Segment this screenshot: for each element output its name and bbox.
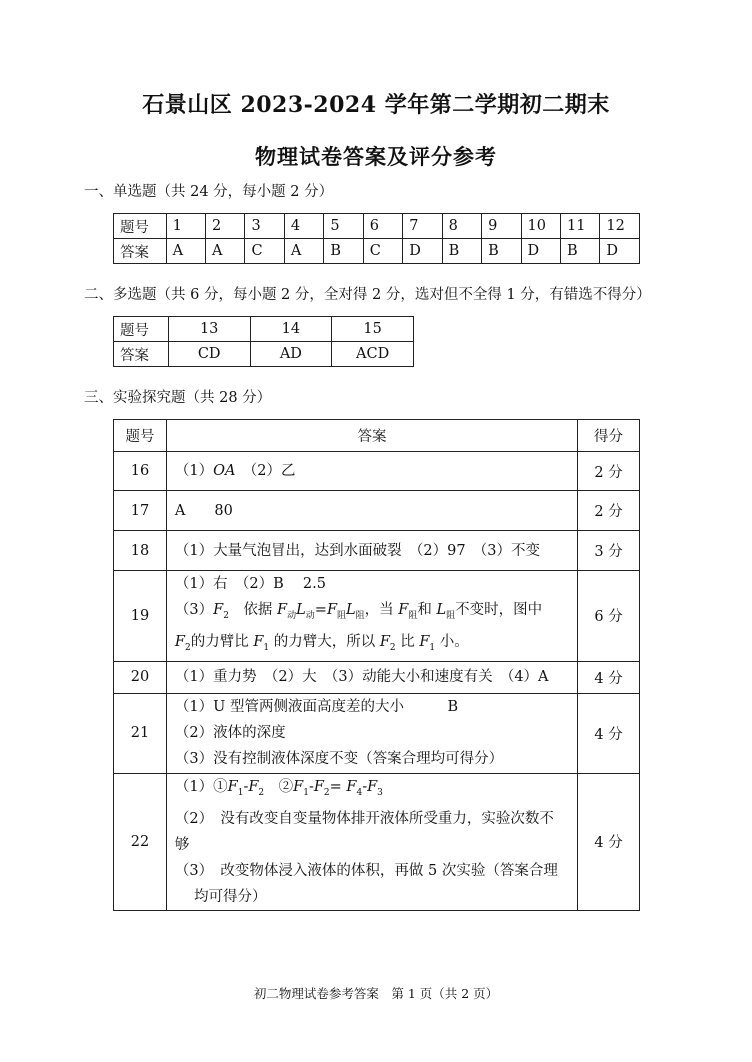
table-row [114, 661, 640, 693]
question-number: 17 [114, 491, 167, 531]
header-question: 题号 [114, 420, 167, 452]
answer-cell: A [206, 239, 245, 264]
answer-cell: B [560, 239, 599, 264]
answer-cell: B [324, 239, 363, 264]
page-subtitle: 物理试卷答案及评分参考 [255, 144, 497, 169]
header-answer: 答案 [166, 420, 577, 452]
answer-cell: ACD [332, 342, 414, 367]
row-label: 题号 [114, 214, 167, 239]
answer-text: （1）OA （2）乙 [166, 452, 577, 491]
score: 2 分 [578, 452, 640, 491]
table-row [114, 773, 640, 910]
question-number: 7 [403, 214, 442, 239]
question-number-row [114, 317, 414, 342]
question-number: 12 [600, 214, 640, 239]
score: 3 分 [578, 531, 640, 571]
question-number: 5 [324, 214, 363, 239]
answer-cell: D [403, 239, 442, 264]
answer-cell: D [600, 239, 640, 264]
section3-heading: 三、实验探究题（共 28 分） [84, 390, 272, 406]
question-number: 11 [560, 214, 599, 239]
section2-heading: 二、多选题（共 6 分，每小题 2 分，全对得 2 分，选对但不全得 1 分，有错选不得分） [84, 287, 651, 303]
table-row [114, 491, 640, 531]
row-label: 答案 [114, 342, 169, 367]
score: 4 分 [578, 693, 640, 773]
answer-text: （1）U 型管两侧液面高度差的大小 B （2）液体的深度 （3）没有控制液体深度不变（答案合理均可得分） [166, 693, 577, 773]
score: 4 分 [578, 773, 640, 910]
answer-row [114, 239, 640, 264]
answer-cell: C [245, 239, 284, 264]
question-number: 13 [168, 317, 250, 342]
table-header-row [114, 420, 640, 452]
experiment-answer-table [113, 419, 640, 911]
question-number-row [114, 214, 640, 239]
table-row [114, 693, 640, 773]
answer-cell: B [442, 239, 481, 264]
answer-text: （1）重力势 （2）大 （3）动能大小和速度有关 （4）A [166, 661, 577, 693]
question-number: 4 [284, 214, 323, 239]
question-number: 3 [245, 214, 284, 239]
answer-cell: C [363, 239, 402, 264]
question-number: 21 [114, 693, 167, 773]
question-number: 14 [250, 317, 332, 342]
answer-text: $(1)①F_1-F_2$ $②F_1-F_2= F_4-F_3$ （2） 没有改变自变量物体排开液体所受重力，实验次数不 够 （3） 改变物体浸入液体的体积，再做 5 次实验（答案合理 均可得分） [166, 773, 577, 910]
answer-cell: AD [250, 342, 332, 367]
row-label: 答案 [114, 239, 167, 264]
answer-cell: A [284, 239, 323, 264]
question-number: 22 [114, 773, 167, 910]
answer-text: （1）右 （2）B 2.5 $(3)F_2$ 依据 $F_动L_动=F_阻L_阻$，当 $F_阻$和 $L_阻$不变时，图中 $F_2$的力臂比 $F_1$ 的力臂大，所以 $F_2$ 比 $F_1$ 小。 [166, 571, 577, 662]
table-row [114, 452, 640, 491]
question-number: 10 [521, 214, 560, 239]
answer-cell: A [166, 239, 205, 264]
question-number: 19 [114, 571, 167, 662]
page-title: 石景山区 2023-2024 学年第二学期初二期末 [142, 92, 610, 118]
question-number: 18 [114, 531, 167, 571]
question-number: 6 [363, 214, 402, 239]
question-number: 9 [482, 214, 521, 239]
question-number: 1 [166, 214, 205, 239]
answer-text: （1）大量气泡冒出，达到水面破裂 （2）97 （3）不变 [166, 531, 577, 571]
answer-text: A 80 [166, 491, 577, 531]
question-number: 2 [206, 214, 245, 239]
score: 6 分 [578, 571, 640, 662]
question-number: 8 [442, 214, 481, 239]
page-footer: 初二物理试卷参考答案 第 1 页（共 2 页） [253, 986, 499, 1001]
answer-cell: CD [168, 342, 250, 367]
question-number: 15 [332, 317, 414, 342]
multi-choice-answer-table [113, 316, 414, 367]
question-number: 20 [114, 661, 167, 693]
score: 2 分 [578, 491, 640, 531]
score: 4 分 [578, 661, 640, 693]
single-choice-answer-table [113, 213, 640, 264]
table-row [114, 571, 640, 662]
answer-cell: D [521, 239, 560, 264]
header-score: 得分 [578, 420, 640, 452]
table-row [114, 531, 640, 571]
answer-row [114, 342, 414, 367]
section1-heading: 一、单选题（共 24 分，每小题 2 分） [84, 184, 334, 200]
answer-cell: B [482, 239, 521, 264]
question-number: 16 [114, 452, 167, 491]
row-label: 题号 [114, 317, 169, 342]
